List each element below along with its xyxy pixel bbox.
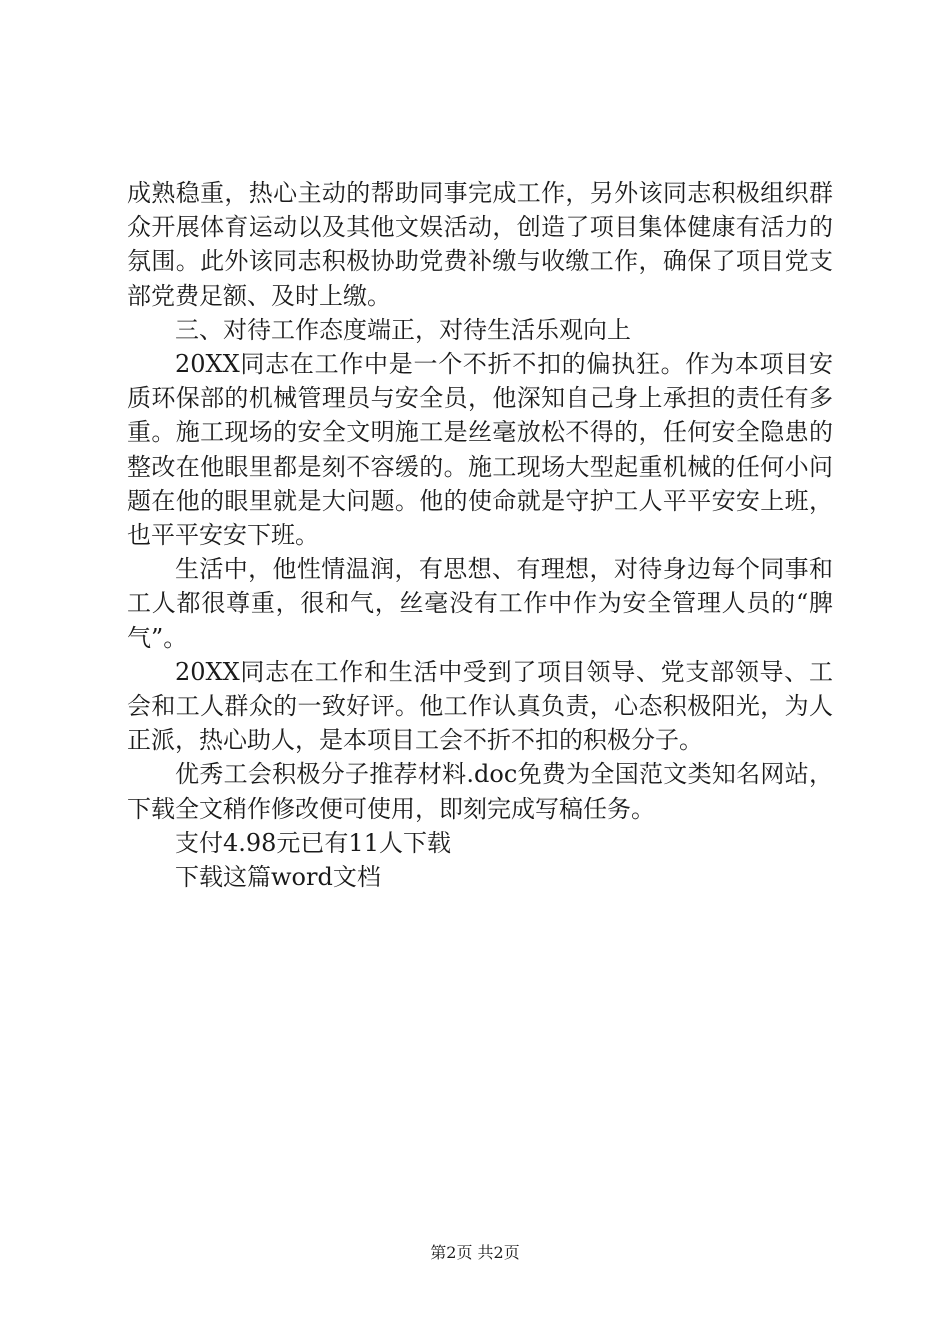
paragraph-site-notice: 优秀工会积极分子推荐材料.doc免费为全国范文类知名网站，下载全文稍作修改便可使用，即刻完成写稿任务。: [127, 760, 833, 823]
paragraph-life: 生活中，他性情温润，有思想、有理想，对待身边每个同事和工人都很尊重，很和气，丝毫没有工作中作为安全管理人员的“脾气”。: [127, 555, 833, 652]
paragraph-evaluation: 20XX同志在工作和生活中受到了项目领导、党支部领导、工会和工人群众的一致好评。他工作认真负责，心态积极阳光，为人正派，热心助人，是本项目工会不折不扣的积极分子。: [127, 657, 833, 755]
document-body: [127, 176, 833, 894]
download-link[interactable]: 下载这篇word文档: [175, 863, 381, 892]
payment-info[interactable]: 支付4.98元已有11人下载: [175, 828, 451, 857]
paragraph-continuation: 成熟稳重，热心主动的帮助同事完成工作，另外该同志积极组织群众开展体育运动以及其他文娱活动，创造了项目集体健康有活力的氛围。此外该同志积极协助党费补缴与收缴工作，确保了项目党支部党费足额、及时上缴。: [127, 179, 833, 310]
page-number: 第2页 共2页: [430, 1243, 520, 1262]
section-heading: 三、对待工作态度端正，对待生活乐观向上: [175, 315, 631, 344]
paragraph-work-attitude: 20XX同志在工作中是一个不折不扣的偏执狂。作为本项目安质环保部的机械管理员与安全员，他深知自己身上承担的责任有多重。施工现场的安全文明施工是丝毫放松不得的，任何安全隐患的整改在他眼里都是刻不容缓的。施工现场大型起重机械的任何小问题在他的眼里就是大问题。他的使命就是守护工人平平安安上班，也平平安安下班。: [127, 350, 833, 550]
